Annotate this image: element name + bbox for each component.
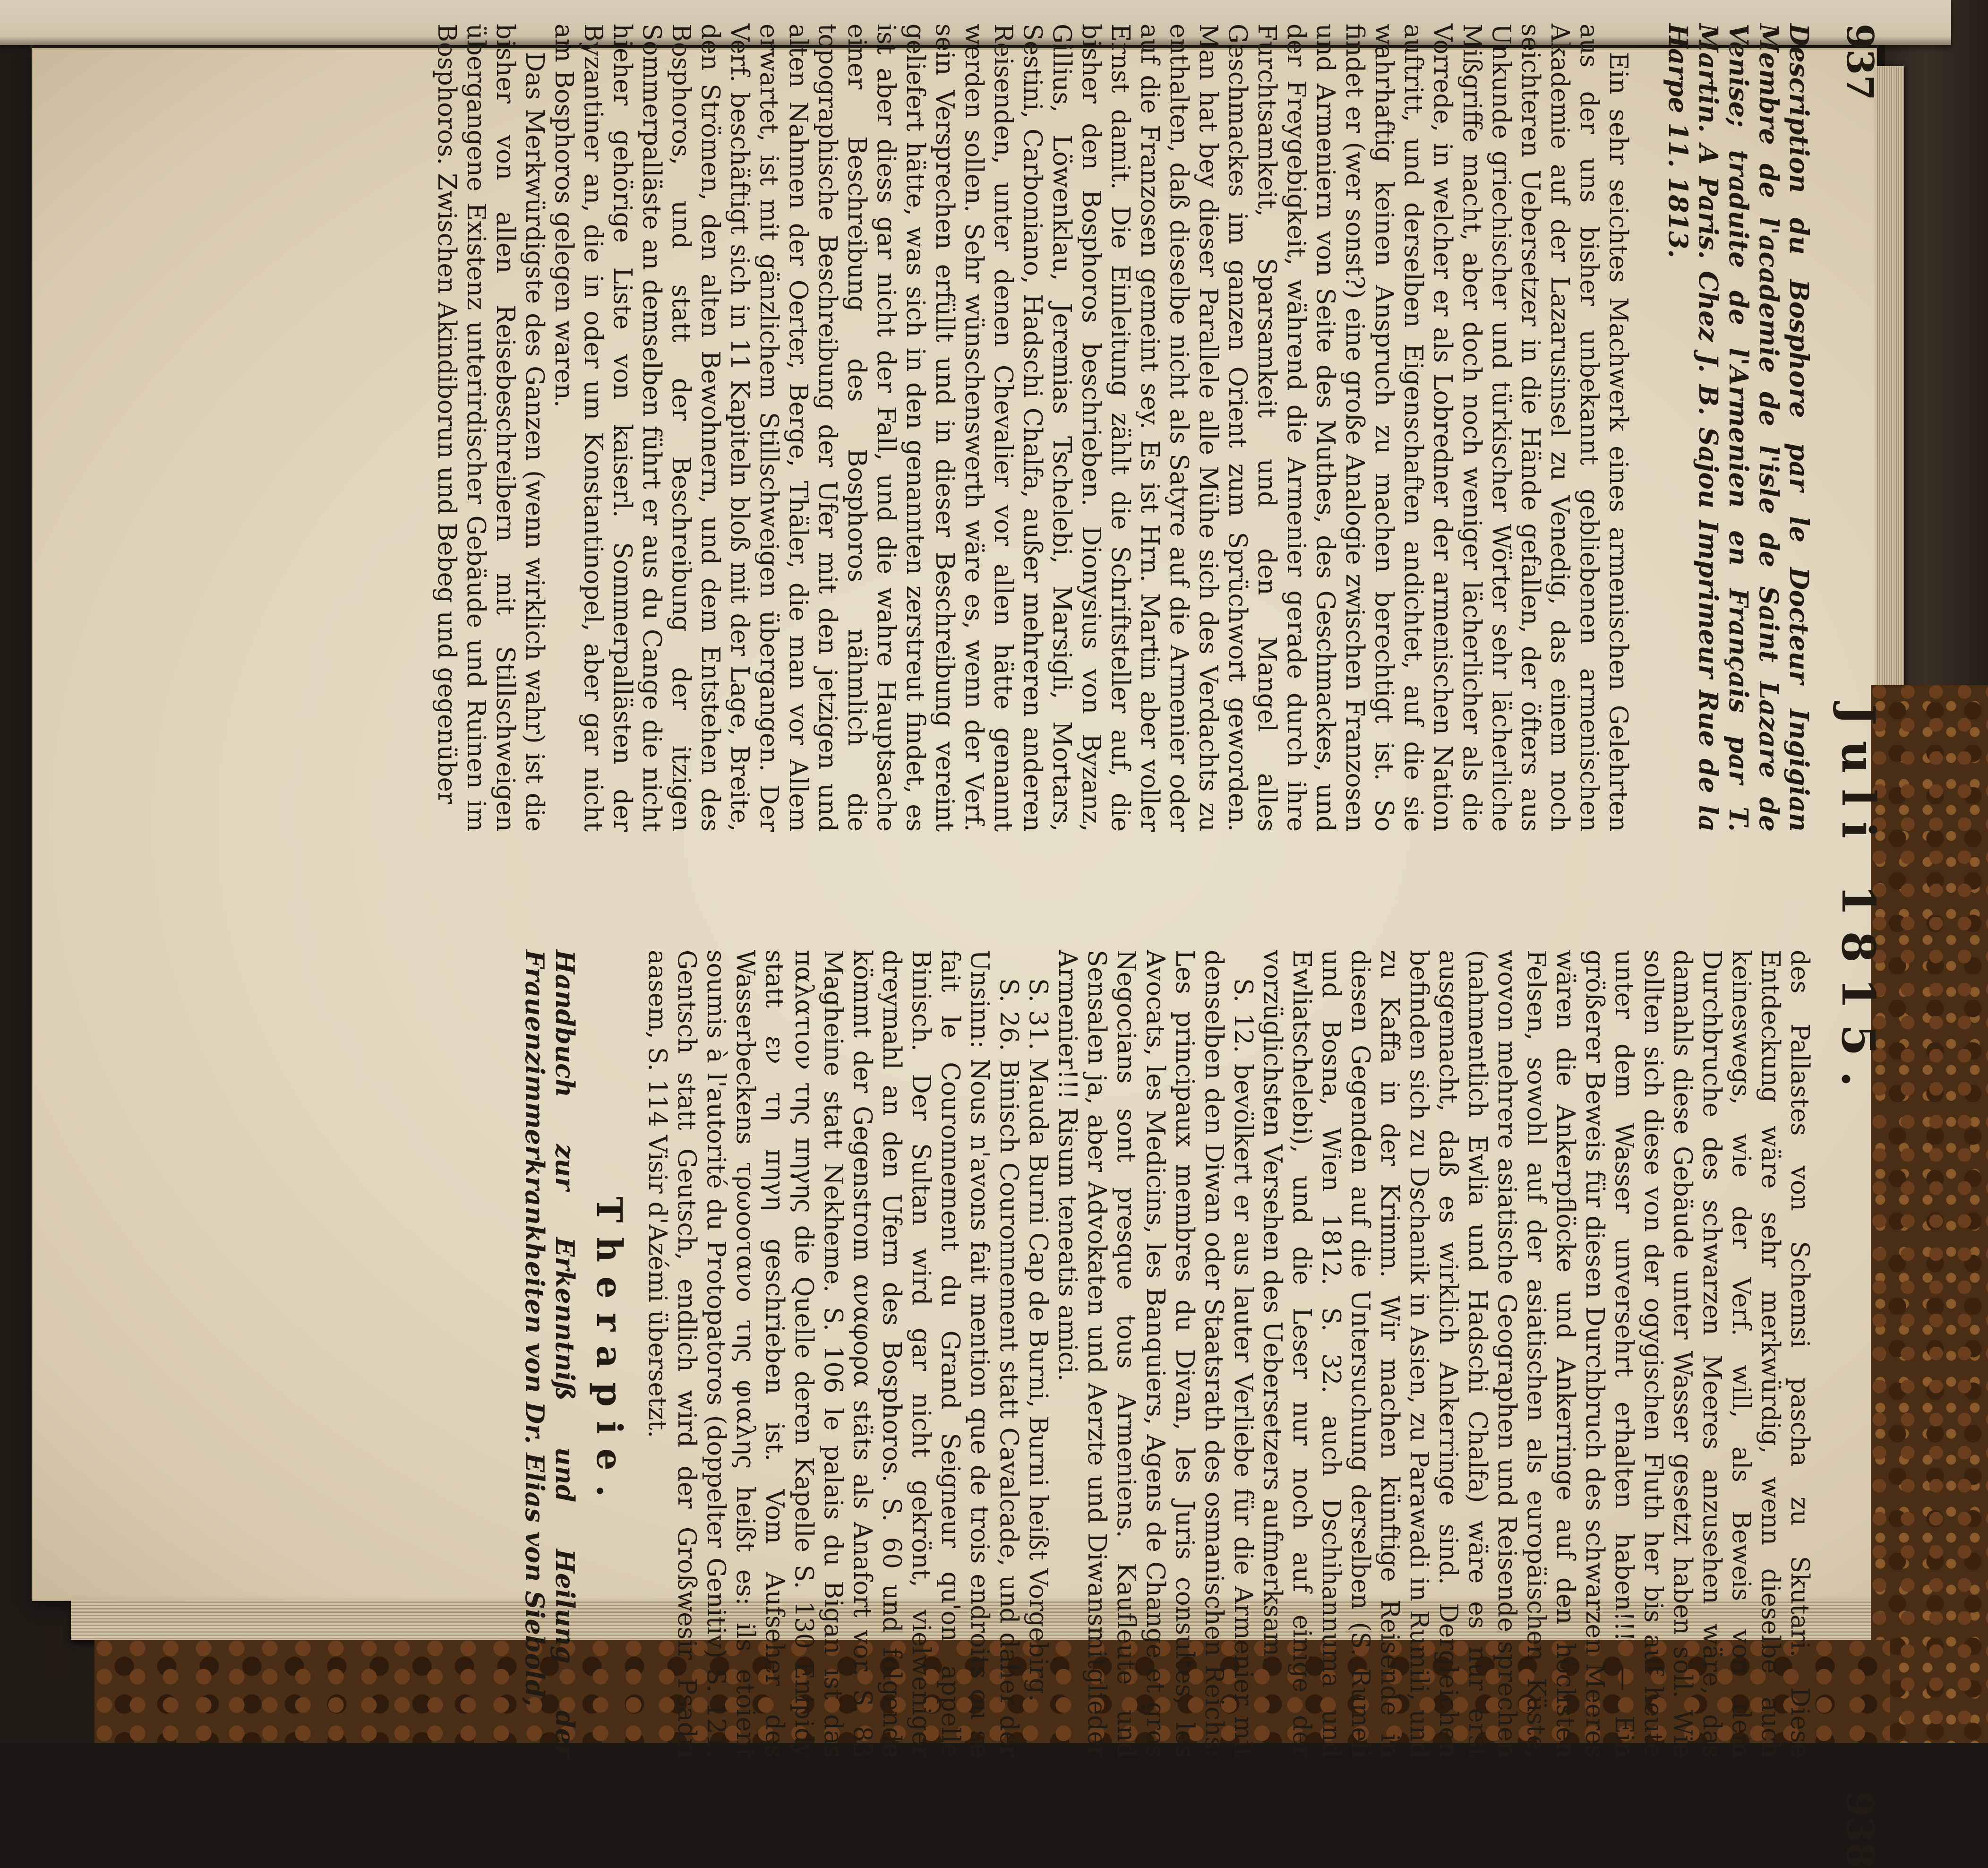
right-paragraph-1: des Pallastes von Schemsi pascha zu Skutari. Diese Entdeckung wäre sehr merkwürdig, wenn dieselbe auch keineswegs, wie der Verf. will, als Beweis von dem Durchbruche des schwarzen Meeres anzusehen wäre, das damahls diese Gebäude unter Wasser gesetzt haben soll. Wie sollten sich diese von der ogygischen Fluth her bis auf heute unter dem Wasser unversehrt erhalten haben!!! — Ein größerer Beweis für diesen Durchbruch des schwarzen Meeres wären die Ankerpflöcke und Ankerringe auf den höchsten Felsen, sowohl auf der asiatischen als europäischen Küste, wovon mehrere asiatische Geographen und Reisende sprechen (nahmentlich Ewlia und Hadschi Chalfa) wäre es nur erst ausgemacht, daß es wirklich Ankerringe sind. Dergleichen befinden sich zu Dschanik in Asien, zu Parawadi in Rumili, und zu Kaffa in der Krimm. Wir machen künftige Reisende in diesen Gegenden auf die Untersuchung derselben (S. Rumeli und Bosna, Wien 1812. S. 32. auch Dschihannuma und Ewliatschelebi), und die Leser nur noch auf einige der vorzüglichsten Versehen des Uebersetzers aufmerksam. <box>1258 950 1814 1758</box>
right-column <box>520 950 1814 1758</box>
right-paragraph-3: S. 31. Mauda Burni Cap de Burni, Burni heißt Vorgebirg. <box>1024 978 1053 1702</box>
right-paragraph-4: S. 26. Binisch Couronnement statt Cavalcade, und daher der Unsinn: Nous n'avons fait mention que de trois endroits ou se fait le Couronnement du Grand Seigneur qu'on appelle Binisch. Der Sultan wird gar nicht gekrönt, vielweniger dreymahl an den Ufern des Bosphoros. S. 60 und folgende kömmt der Gegenstrom αναφορα stäts als Anafort vor. S. 83 Magheine statt Nekheme. S. 106 le palais du Bigan ist das παλατιον της πηγης die Quelle deren Kapelle S. 130 Enipidy statt εν τη πηγη geschrieben ist. Vom Aufseher des Wasserbeckens τρωοοτανο της φιαλης heißt es: ils etoient soumis à l'autorité du Protopatoros (doppelter Genitiv) S. 121. Gentsch statt Geutsch, endlich wird der Großwesir Psadri aasem, S. 114 Visir d'Azémi übersetzt. <box>643 950 1023 1758</box>
left-page-number: 937 <box>1838 24 1881 101</box>
left-paragraph-2: Das Merkwürdigste des Ganzen (wenn wirklich wahr) ist die bisher von allen Reisebeschreibern mit Stillschweigen übergangene Existenz unterirdischer Gebäude und Ruinen im Bosphoros. Zwischen Akindiborun und Bebeg und gegenüber <box>432 24 549 832</box>
right-page-number: 938 <box>1838 1791 1881 1868</box>
next-review-title: Handbuch zur Erkenntniß und Heilung der Frauenzimmerkrankheiten von Dr. Elias von Siebold, <box>520 950 580 1758</box>
left-column <box>432 24 1814 832</box>
section-heading: Therapie. <box>589 1197 629 1511</box>
left-paragraph-1: Ein sehr seichtes Machwerk eines armenischen Gelehrten aus der uns bisher unbekannt gebliebenen armenischen Akademie auf der Lazarusinsel zu Venedig, das einem noch seichteren Uebersetzer in die Hände gefallen, der öfters aus Unkunde griechischer und türkischer Wörter sehr lächerliche Mißgriffe macht, aber doch noch weniger lächerlicher als die Vorrede, in welcher er als Lobredner der armenischen Nation auftritt, und derselben Eigenschaften andichtet, auf die sie wahrhaftig keinen Anspruch zu machen berechtigt ist. So findet er (wer sonst?) eine große Analogie zwischen Franzosen und Armeniern von Seite des Muthes, des Geschmackes, und der Freygebigkeit, während die Armenier gerade durch ihre Furchtsamkeit, Sparsamkeit und den Mangel alles Geschmackes im ganzen Orient zum Sprüchwort geworden. Man hat bey dieser Parallele alle Mühe sich des Verdachts zu enthalten, daß dieselbe nicht als Satyre auf die Armenier oder auf die Franzosen gemeint sey. Es ist Hrn. Martin aber voller Ernst damit. Die Einleitung zählt die Schriftsteller auf, die bisher den Bosphoros beschrieben. Dionysius von Byzanz, Gillius, Löwenklau, Jeremias Tschelebi, Marsigli, Mortars, Sestini, Carboniano, Hadschi Chalfa, außer mehreren anderen Reisenden, unter denen Chevalier vor allen hätte genannt werden sollen. Sehr wünschenswerth wäre es, wenn der Verf. sein Versprechen erfüllt und in dieser Beschreibung vereint geliefert hätte, was sich in den genannten zerstreut findet, es ist aber diess gar nicht der Fall, und die wahre Hauptsache einer Beschreibung des Bosphoros nähmlich die topographische Beschreibung der Ufer mit den jetzigen und alten Nahmen der Oerter, Berge, Thäler, die man vor Allem erwartet, ist mit gänzlichem Stillschweigen übergangen. Der Verf. beschäftigt sich in 11 Kapiteln bloß mit der Lage, Breite, den Strömen, den alten Bewohnern, und dem Entstehen des Bosphoros, und statt der Beschreibung der itzigen Sommerpalläste an demselben führt er aus du Cange die nicht hieher gehörige Liste von kaiserl. Sommerpallästen der Byzantiner an, die in oder um Konstantinopel, aber gar nicht am Bosphoros gelegen waren. <box>549 24 1633 832</box>
review-title: Description du Bosphore par le Docteur Ingigian Membre de l'academie de l'isle de Saint Lazare de Venise; traduite de l'Armenien en Français par T. Martin. A Paris. Chez J. B. Sajou Imprimeur Rue de la Harpe 11. 1813. <box>1663 24 1815 832</box>
page-text-rotated <box>33 5 1894 1868</box>
right-paragraph-2: S. 12. bevölkert er aus lauter Verliebe für die Armenier mit denselben den Diwan oder Staatsrath des osmanischen Reichs: Les principaux membres du Divan, les Juris consultes, les Avocats, les Medicins, les Banquiers, Agens de Change et gros Negocians sont presque tous Armeniens. Kaufleute und Sensalen ja, aber Advokaten und Aerzte und Diwansmitglieder Armenier!!! Risum teneatis amici. <box>1053 950 1258 1758</box>
running-head: Juli 1815. <box>1832 704 1885 1102</box>
